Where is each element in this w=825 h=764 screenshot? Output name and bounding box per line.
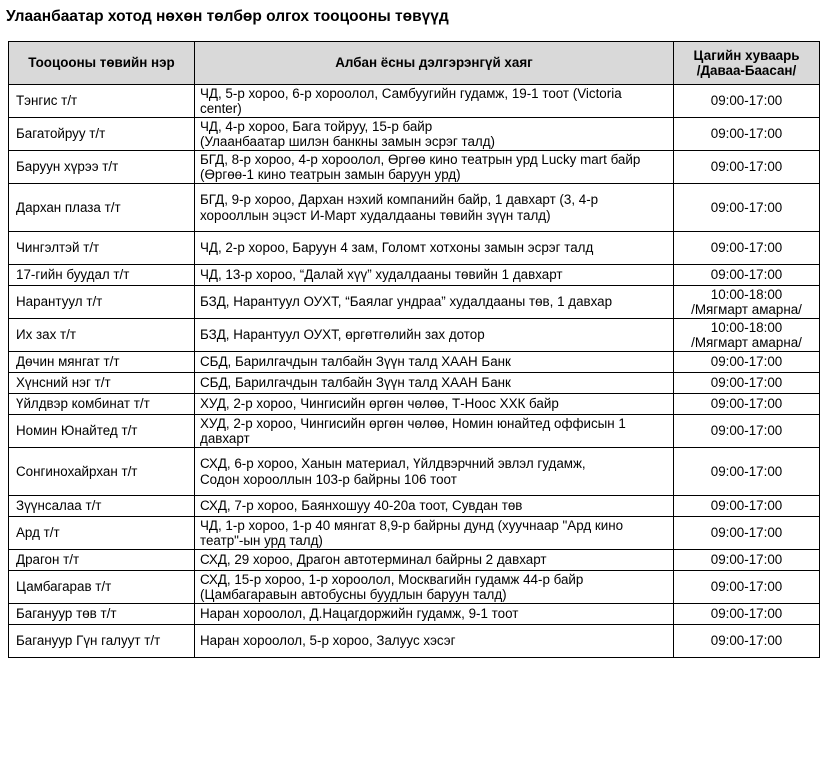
header-hours-days: /Даваа-Баасан/ bbox=[696, 63, 797, 78]
center-name: Үйлдвэр комбинат т/т bbox=[9, 394, 195, 415]
center-address: СХД, 15-р хороо, 1-р хороолол, Москвагийн гудамж 44-р байр (Цамбагаравын автобусны буудлын баруун талд) bbox=[195, 571, 674, 604]
page-title: Улаанбаатар хотод нөхөн төлбөр олгох тооцооны төвүүд bbox=[6, 8, 449, 25]
header-name: Тооцооны төвийн нэр bbox=[9, 42, 195, 85]
center-name: Драгон т/т bbox=[9, 550, 195, 571]
center-hours: 09:00-17:00 bbox=[674, 604, 820, 625]
center-hours: 09:00-17:00 bbox=[674, 571, 820, 604]
center-name: Хүнсний нэг т/т bbox=[9, 373, 195, 394]
center-address bbox=[195, 118, 674, 151]
table-row bbox=[9, 517, 820, 550]
center-hours: 09:00-17:00 bbox=[674, 373, 820, 394]
center-hours-time: 10:00-18:00 bbox=[710, 286, 783, 302]
center-hours: 09:00-17:00 bbox=[674, 85, 820, 118]
center-hours: 09:00-17:00 bbox=[674, 232, 820, 265]
center-hours bbox=[674, 319, 820, 352]
center-address: Наран хороолол, 5-р хороо, Залуус хэсэг bbox=[195, 625, 674, 658]
center-name: Цамбагарав т/т bbox=[9, 571, 195, 604]
center-address: БГД, 9-р хороо, Дархан нэхий компанийн байр, 1 давхарт (3, 4-р хорооллын эцэст И-Март худалдааны төвийн зүүн талд) bbox=[195, 184, 674, 232]
center-hours: 09:00-17:00 bbox=[674, 265, 820, 286]
table-row bbox=[9, 415, 820, 448]
center-name: Нарантуул т/т bbox=[9, 286, 195, 319]
header-hours-title: Цагийн хуваарь bbox=[693, 47, 800, 63]
center-address: ХУД, 2-р хороо, Чингисийн өргөн чөлөө, Т-Ноос ХХК байр bbox=[195, 394, 674, 415]
header-address: Албан ёсны дэлгэрэнгүй хаяг bbox=[195, 42, 674, 85]
center-hours: 09:00-17:00 bbox=[674, 394, 820, 415]
center-name: Их зах т/т bbox=[9, 319, 195, 352]
header-hours bbox=[674, 42, 820, 85]
table-row bbox=[9, 184, 820, 232]
center-address: ЧД, 1-р хороо, 1-р 40 мянгат 8,9-р байрны дунд (хуучнаар "Ард кино театр"-ын урд талд) bbox=[195, 517, 674, 550]
center-address: Наран хороолол, Д.Нацагдоржийн гудамж, 9-1 тоот bbox=[195, 604, 674, 625]
table-header-row bbox=[9, 42, 820, 85]
center-name: Баруун хүрээ т/т bbox=[9, 151, 195, 184]
settlement-centers-table bbox=[8, 41, 820, 658]
center-address: ЧД, 13-р хороо, “Далай хүү” худалдааны төвийн 1 давхарт bbox=[195, 265, 674, 286]
center-hours: 09:00-17:00 bbox=[674, 517, 820, 550]
center-name: Номин Юнайтед т/т bbox=[9, 415, 195, 448]
center-hours-note: /Мягмарт амарна/ bbox=[691, 335, 802, 350]
table-row bbox=[9, 394, 820, 415]
center-name: Дархан плаза т/т bbox=[9, 184, 195, 232]
center-address-line1: СХД, 6-р хороо, Ханын материал, Үйлдвэрчний эвлэл гудамж, bbox=[200, 456, 586, 471]
center-address: СХД, 29 хороо, Драгон автотерминал байрны 2 давхарт bbox=[195, 550, 674, 571]
center-address: СБД, Барилгачдын талбайн Зүүн талд ХААН Банк bbox=[195, 373, 674, 394]
center-name: 17-гийн буудал т/т bbox=[9, 265, 195, 286]
center-hours: 09:00-17:00 bbox=[674, 352, 820, 373]
center-address: ЧД, 2-р хороо, Баруун 4 зам, Голомт хотхоны замын эсрэг талд bbox=[195, 232, 674, 265]
table-row bbox=[9, 319, 820, 352]
center-hours: 09:00-17:00 bbox=[674, 448, 820, 496]
center-name: Чингэлтэй т/т bbox=[9, 232, 195, 265]
table-row bbox=[9, 571, 820, 604]
center-address-line2: (Улаанбаатар шилэн банкны замын эсрэг талд) bbox=[200, 134, 495, 149]
center-address: СХД, 7-р хороо, Баянхошуу 40-20а тоот, Сувдан төв bbox=[195, 496, 674, 517]
center-address: БГД, 8-р хороо, 4-р хороолол, Өргөө кино театрын урд Lucky mart байр (Өргөө-1 кино театрын замын баруун урд) bbox=[195, 151, 674, 184]
center-name: Дөчин мянгат т/т bbox=[9, 352, 195, 373]
center-name: Тэнгис т/т bbox=[9, 85, 195, 118]
center-address: ЧД, 5-р хороо, 6-р хороолол, Самбуугийн гудамж, 19-1 тоот (Victoria center) bbox=[195, 85, 674, 118]
center-hours: 09:00-17:00 bbox=[674, 415, 820, 448]
center-name: Зүүнсалаа т/т bbox=[9, 496, 195, 517]
center-hours: 09:00-17:00 bbox=[674, 625, 820, 658]
center-hours: 09:00-17:00 bbox=[674, 496, 820, 517]
center-hours: 09:00-17:00 bbox=[674, 151, 820, 184]
table-row bbox=[9, 151, 820, 184]
center-hours-time: 10:00-18:00 bbox=[710, 319, 783, 335]
center-address bbox=[195, 448, 674, 496]
center-address: ХУД, 2-р хороо, Чингисийн өргөн чөлөө, Номин юнайтед оффисын 1 давхарт bbox=[195, 415, 674, 448]
center-name: Багануур төв т/т bbox=[9, 604, 195, 625]
center-name: Багатойруу т/т bbox=[9, 118, 195, 151]
center-hours: 09:00-17:00 bbox=[674, 184, 820, 232]
table-row bbox=[9, 85, 820, 118]
table-row bbox=[9, 352, 820, 373]
center-address-line2: Содон хорооллын 103-р байрны 106 тоот bbox=[200, 471, 457, 487]
center-hours: 09:00-17:00 bbox=[674, 118, 820, 151]
table-row bbox=[9, 604, 820, 625]
center-address: БЗД, Нарантуул ОУХТ, өргөтгөлийн зах дотор bbox=[195, 319, 674, 352]
center-address-line1: ЧД, 4-р хороо, Бага тойруу, 15-р байр bbox=[200, 118, 433, 134]
center-hours: 09:00-17:00 bbox=[674, 550, 820, 571]
center-hours bbox=[674, 286, 820, 319]
center-address: СБД, Барилгачдын талбайн Зүүн талд ХААН Банк bbox=[195, 352, 674, 373]
table-row bbox=[9, 265, 820, 286]
center-name: Ард т/т bbox=[9, 517, 195, 550]
table-row bbox=[9, 550, 820, 571]
center-name: Багануур Гүн галуут т/т bbox=[9, 625, 195, 658]
table-row bbox=[9, 496, 820, 517]
table-row bbox=[9, 232, 820, 265]
table-row bbox=[9, 625, 820, 658]
table-row bbox=[9, 373, 820, 394]
center-hours-note: /Мягмарт амарна/ bbox=[691, 302, 802, 317]
table-row bbox=[9, 118, 820, 151]
table-row bbox=[9, 448, 820, 496]
table-row bbox=[9, 286, 820, 319]
center-name: Сонгинохайрхан т/т bbox=[9, 448, 195, 496]
center-address: БЗД, Нарантуул ОУХТ, “Баялаг ундраа” худалдааны төв, 1 давхар bbox=[195, 286, 674, 319]
